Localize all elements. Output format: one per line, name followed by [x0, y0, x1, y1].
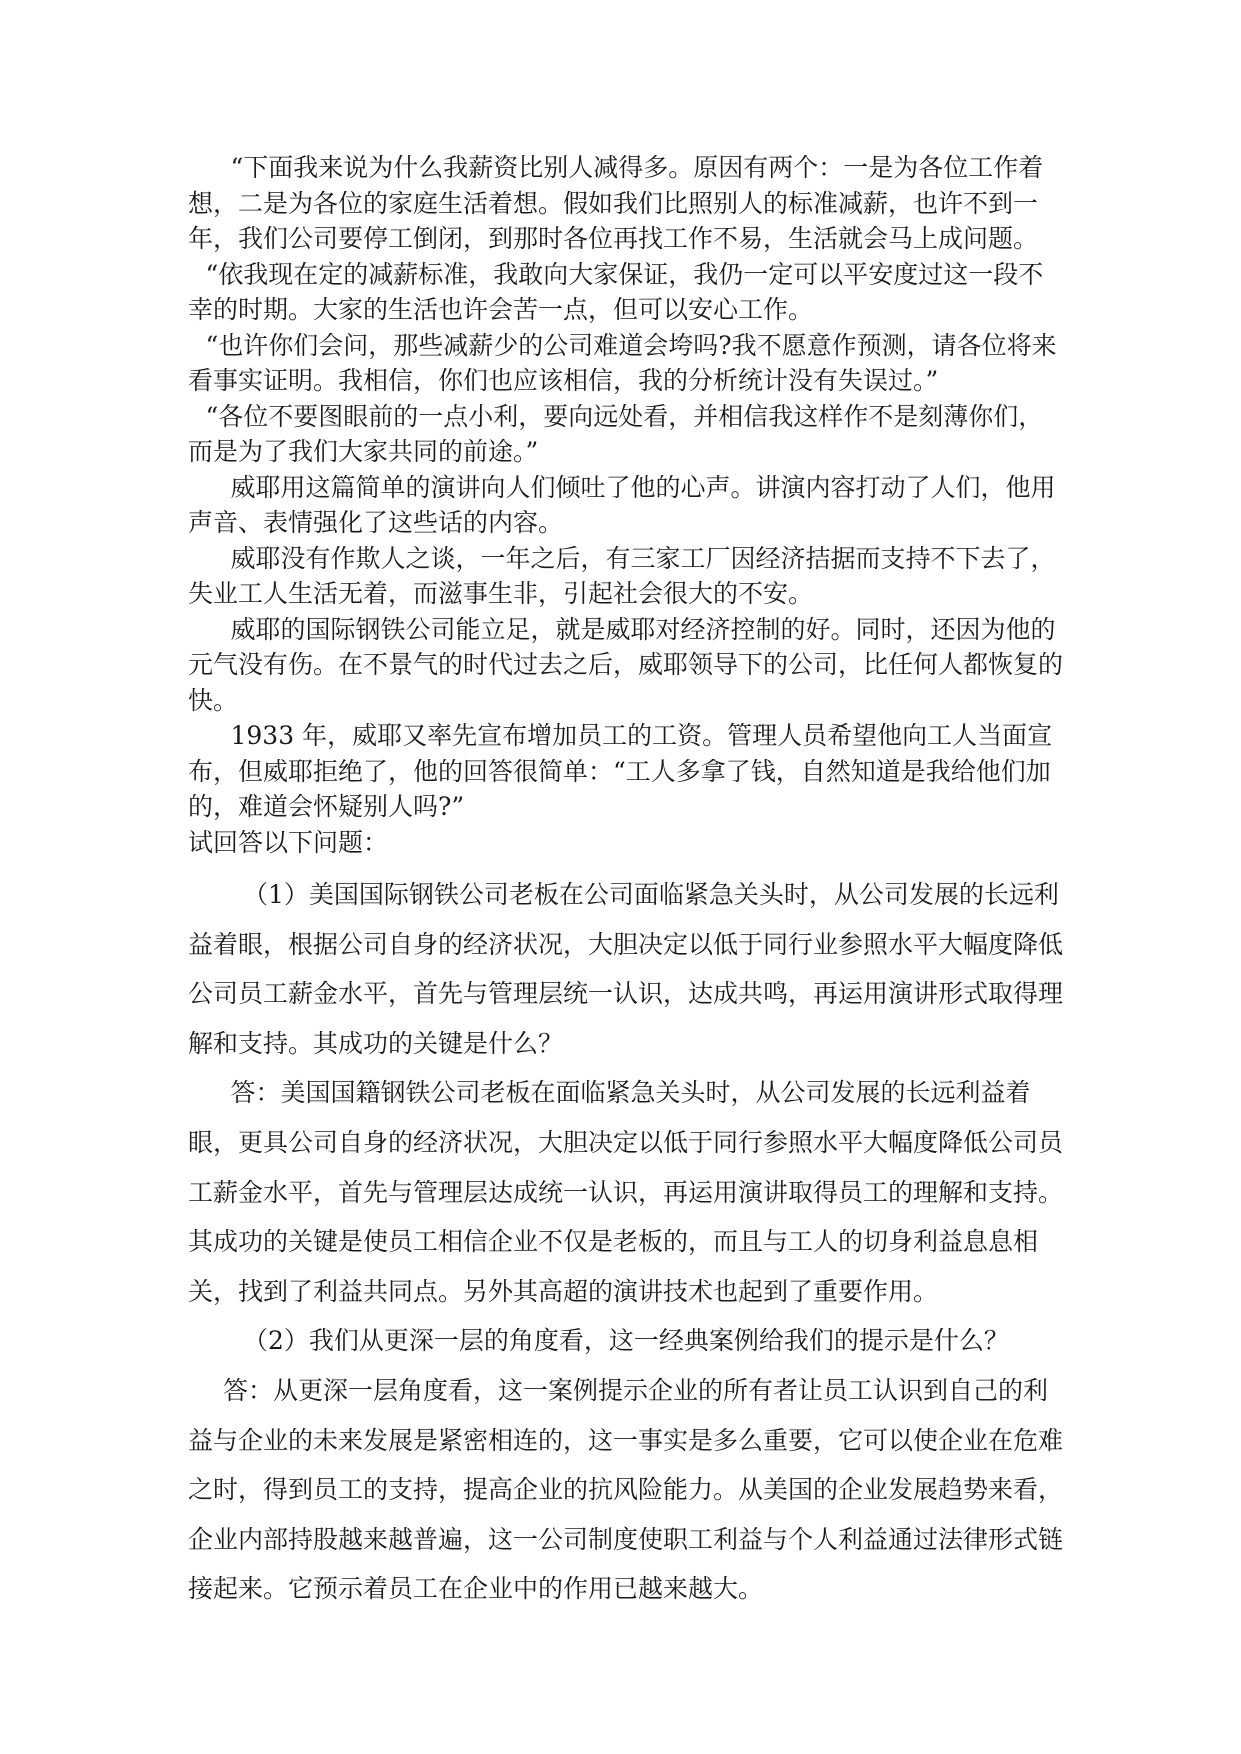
paragraph-speech-3: “也许你们会问，那些减薪少的公司难道会垮吗?我不愿意作预测，请各位将来看事实证明。我相信，你们也应该相信，我的分析统计没有失误过。”: [188, 330, 1057, 395]
questions-answers: [188, 870, 1068, 1614]
paragraph-speech-1: “下面我来说为什么我薪资比别人减得多。原因有两个：一是为各位工作着想，二是为各位的家庭生活着想。假如我们比照别人的标准减薪，也许不到一年，我们公司要停工倒闭，到那时各位再找工作不易，生活就会马上成问题。: [188, 153, 1044, 253]
question-prompt: 试回答以下问题：: [188, 827, 389, 857]
paragraph-speech-2: “依我现在定的减薪标准，我敢向大家保证，我仍一定可以平安度过这一段不幸的时期。大家的生活也许会苦一点，但可以安心工作。: [188, 259, 1044, 324]
answer-2: 答：从更深一层角度看，这一案例提示企业的所有者让员工认识到自己的利益与企业的未来发展是紧密相连的，这一事实是多么重要，它可以使企业在危难之时，得到员工的支持，提高企业的抗风险能力。从美国的企业发展趋势来看，企业内部持股越来越普遍，这一公司制度使职工利益与个人利益通过法律形式链接起来。它预示着员工在企业中的作用已越来越大。: [188, 1375, 1064, 1604]
case-text: [188, 150, 1068, 860]
question-2: （2）我们从更深一层的角度看，这一经典案例给我们的提示是什么？: [243, 1326, 1009, 1356]
paragraph-narrative-4: 1933 年，威耶又率先宣布增加员工的工资。管理人员希望他向工人当面宣布，但威耶拒绝了，他的回答很简单：“工人多拿了钱，自然知道是我给他们加的，难道会怀疑别人吗?”: [188, 721, 1053, 821]
question-1: （1）美国国际钢铁公司老板在公司面临紧急关头时，从公司发展的长远利益着眼，根据公司自身的经济状况，大胆决定以低于同行业参照水平大幅度降低公司员工薪金水平，首先与管理层统一认识，达成共鸣，再运用演讲形式取得理解和支持。其成功的关键是什么？: [188, 880, 1064, 1058]
answer-1: 答：美国国籍钢铁公司老板在面临紧急关头时，从公司发展的长远利益着眼，更具公司自身的经济状况，大胆决定以低于同行参照水平大幅度降低公司员工薪金水平，首先与管理层达成统一认识，再运用演讲取得员工的理解和支持。其成功的关键是使员工相信企业不仅是老板的，而且与工人的切身利益息息相关，找到了利益共同点。另外其高超的演讲技术也起到了重要作用。: [188, 1078, 1064, 1306]
paragraph-narrative-2: 威耶没有作欺人之谈，一年之后，有三家工厂因经济拮据而支持不下去了，失业工人生活无着，而滋事生非，引起社会很大的不安。: [188, 543, 1056, 608]
paragraph-narrative-3: 威耶的国际钢铁公司能立足，就是威耶对经济控制的好。同时，还因为他的元气没有伤。在不景气的时代过去之后，威耶领导下的公司，比任何人都恢复的快。: [188, 614, 1064, 715]
paragraph-narrative-1: 威耶用这篇简单的演讲向人们倾吐了他的心声。讲演内容打动了人们，他用声音、表情强化了这些话的内容。: [188, 472, 1056, 537]
document-page: [188, 150, 1068, 1614]
paragraph-speech-4: “各位不要图眼前的一点小利，要向远处看，并相信我这样作不是刻薄你们，而是为了我们大家共同的前途。”: [188, 401, 1044, 466]
